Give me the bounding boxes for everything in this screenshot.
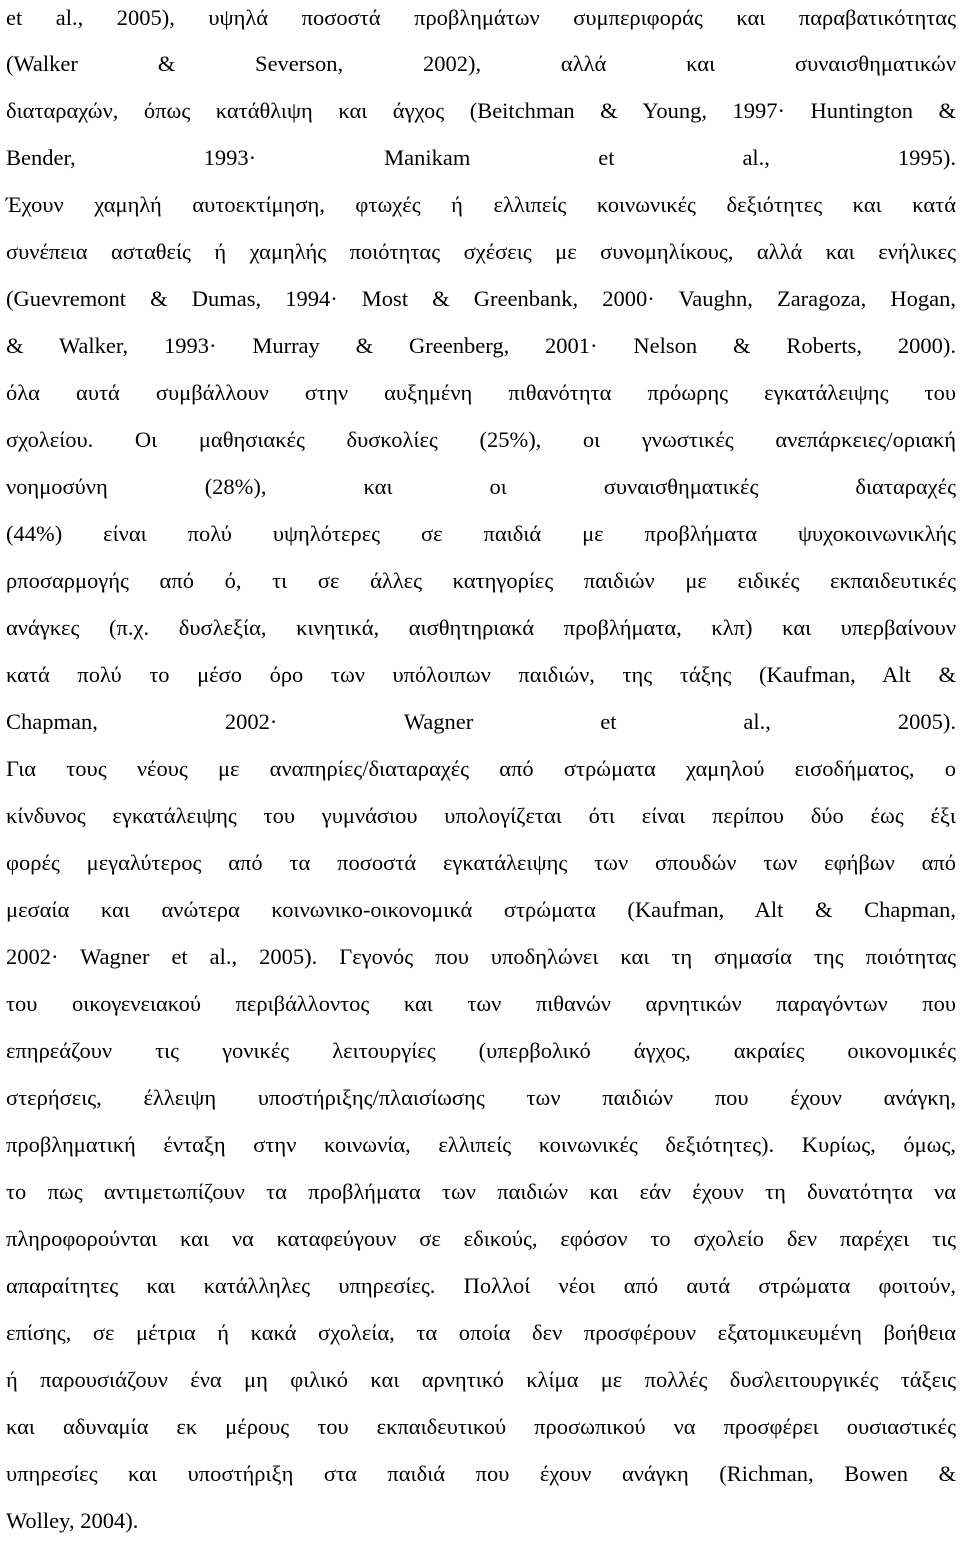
text-line-15: κατά πολύ το μέσο όρο των υπόλοιπων παιδιών, της τάξης (Kaufman, Alt & <box>6 662 956 687</box>
text-line-8: & Walker, 1993· Murray & Greenberg, 2001· Nelson & Roberts, 2000). <box>6 333 956 358</box>
text-line-5: Έχουν χαμηλή αυτοεκτίμηση, φτωχές ή ελλιπείς κοινωνικές δεξιότητες και κατά <box>6 192 956 217</box>
text-line-13: ρποσαρμογής από ό, τι σε άλλες κατηγορίες παιδιών με ειδικές εκπαιδευτικές <box>6 568 956 593</box>
text-line-10: σχολείου. Οι μαθησιακές δυσκολίες (25%), οι γνωστικές ανεπάρκειες/οριακή <box>6 427 956 452</box>
text-line-33: Wolley, 2004). <box>6 1508 139 1533</box>
text-line-7: (Guevremont & Dumas, 1994· Most & Greenbank, 2000· Vaughn, Zaragoza, Hogan, <box>6 286 956 311</box>
text-line-32: υπηρεσίες και υποστήριξη στα παιδιά που έχουν ανάγκη (Richman, Bowen & <box>6 1461 956 1486</box>
text-line-24: στερήσεις, έλλειψη υποστήριξης/πλαισίωσης των παιδιών που έχουν ανάγκη, <box>6 1085 956 1110</box>
text-line-6: συνέπεια ασταθείς ή χαμηλής ποιότητας σχέσεις με συνομηλίκους, αλλά και ενήλικες <box>6 239 956 264</box>
text-line-1: et al., 2005), υψηλά ποσοστά προβλημάτων συμπεριφοράς και παραβατικότητας <box>6 5 956 30</box>
text-line-4: Bender, 1993· Manikam et al., 1995). <box>6 145 956 170</box>
text-line-29: επίσης, σε μέτρια ή κακά σχολεία, τα οποία δεν προσφέρουν εξατομικευμένη βοήθεια <box>6 1320 956 1345</box>
text-line-27: πληροφορούνται και να καταφεύγουν σε εδικούς, εφόσον το σχολείο δεν παρέχει τις <box>6 1226 956 1251</box>
text-line-16: Chapman, 2002· Wagner et al., 2005). <box>6 709 956 734</box>
text-line-23: επηρεάζουν τις γονικές λειτουργίες (υπερβολικό άγχος, ακραίες οικονομικές <box>6 1038 956 1063</box>
text-line-30: ή παρουσιάζουν ένα μη φιλικό και αρνητικό κλίμα με πολλές δυσλειτουργικές τάξεις <box>6 1367 956 1392</box>
text-line-19: φορές μεγαλύτερος από τα ποσοστά εγκατάλειψης των σπουδών των εφήβων από <box>6 850 956 875</box>
text-line-25: προβληματική ένταξη στην κοινωνία, ελλιπείς κοινωνικές δεξιότητες). Κυρίως, όμως, <box>6 1132 956 1157</box>
text-line-18: κίνδυνος εγκατάλειψης του γυμνάσιου υπολογίζεται ότι είναι περίπου δύο έως έξι <box>6 803 956 828</box>
text-line-2: (Walker & Severson, 2002), αλλά και συναισθηματικών <box>6 51 956 76</box>
text-line-11: νοημοσύνη (28%), και οι συναισθηματικές διαταραχές <box>6 474 956 499</box>
text-line-3: διαταραχών, όπως κατάθλιψη και άγχος (Beitchman & Young, 1997· Huntington & <box>6 98 956 123</box>
text-line-22: του οικογενειακού περιβάλλοντος και των πιθανών αρνητικών παραγόντων που <box>6 991 956 1016</box>
text-line-9: όλα αυτά συμβάλλουν στην αυξημένη πιθανότητα πρόωρης εγκατάλειψης του <box>6 380 956 405</box>
text-line-26: το πως αντιμετωπίζουν τα προβλήματα των παιδιών και εάν έχουν τη δυνατότητα να <box>6 1179 956 1204</box>
text-line-12: (44%) είναι πολύ υψηλότερες σε παιδιά με προβλήματα ψυχοκοινωνικλής <box>6 521 956 546</box>
text-line-14: ανάγκες (π.χ. δυσλεξία, κινητικά, αισθητηριακά προβλήματα, κλπ) και υπερβαίνουν <box>6 615 956 640</box>
text-line-17: Για τους νέους με αναπηρίες/διαταραχές από στρώματα χαμηλού εισοδήματος, ο <box>6 756 956 781</box>
text-line-31: και αδυναμία εκ μέρους του εκπαιδευτικού προσωπικού να προσφέρει ουσιαστικές <box>6 1414 956 1439</box>
text-line-21: 2002· Wagner et al., 2005). Γεγονός που υποδηλώνει και τη σημασία της ποιότητας <box>6 944 956 969</box>
text-line-28: απαραίτητες και κατάλληλες υπηρεσίες. Πολλοί νέοι από αυτά στρώματα φοιτούν, <box>6 1273 956 1298</box>
text-line-20: μεσαία και ανώτερα κοινωνικο-οικονομικά στρώματα (Kaufman, Alt & Chapman, <box>6 897 956 922</box>
